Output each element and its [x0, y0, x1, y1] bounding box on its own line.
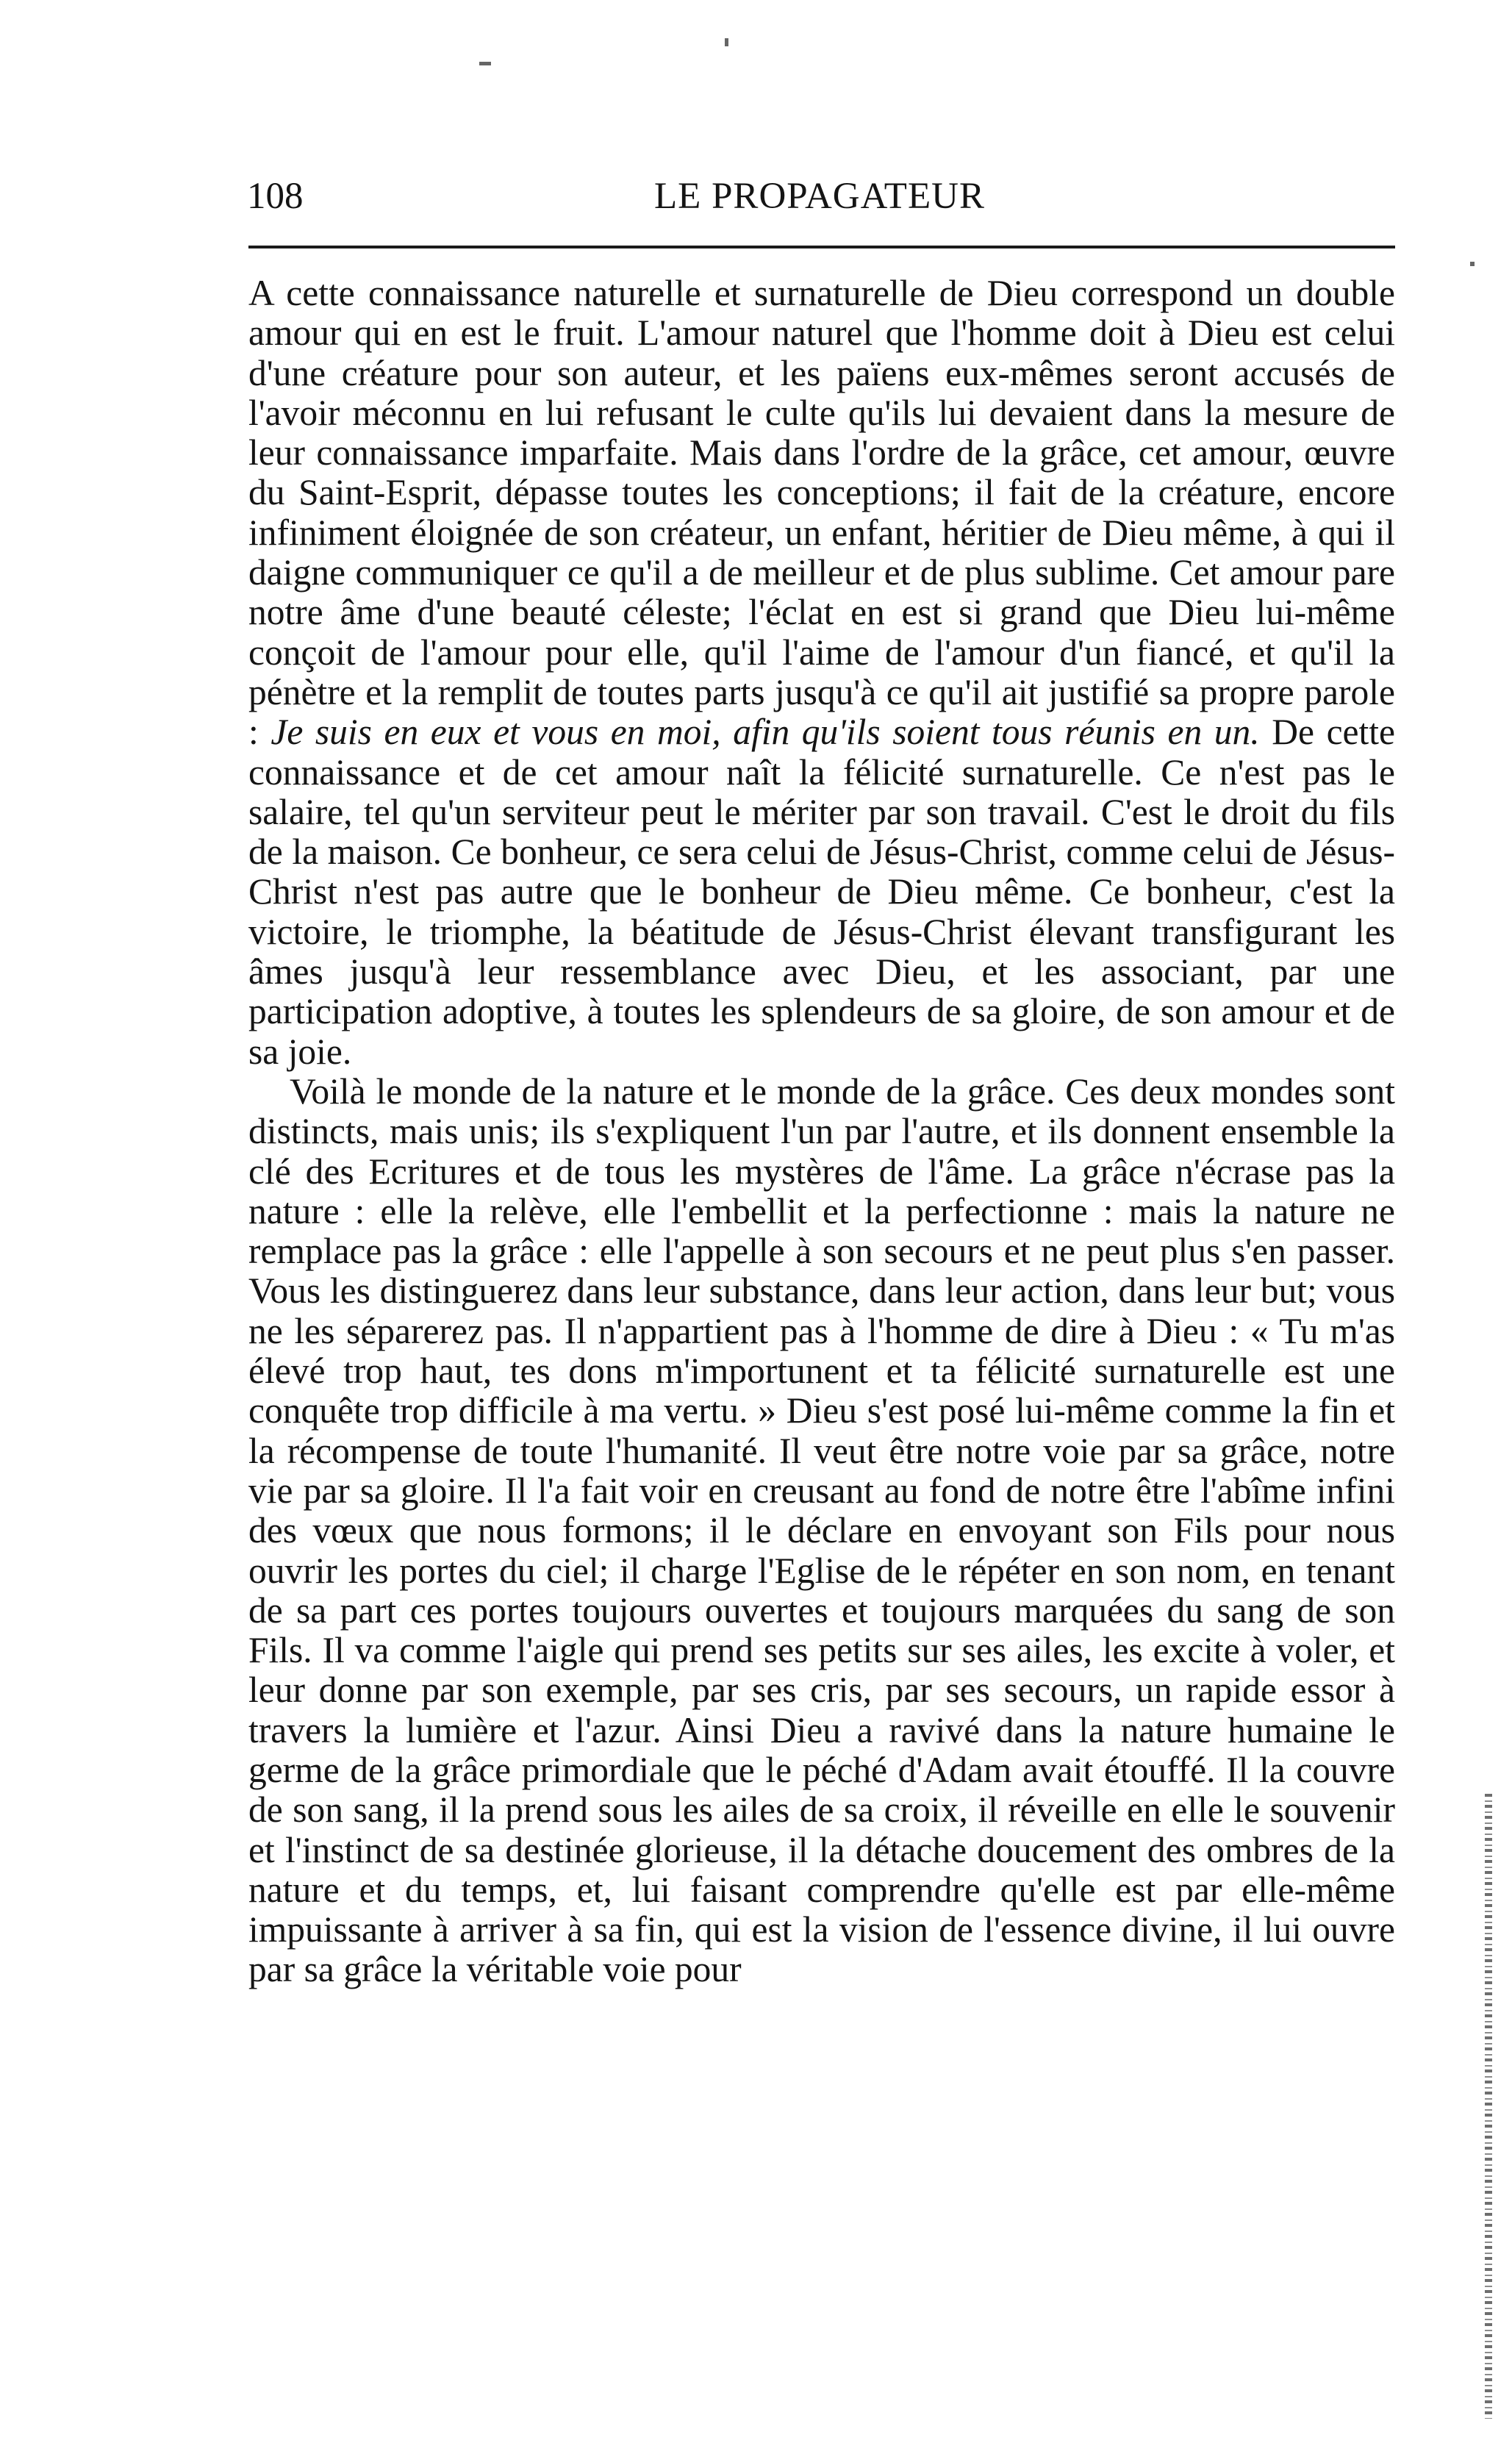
page-number: 108	[247, 176, 304, 217]
paragraph-2: Voilà le monde de la nature et le monde de la grâce. Ces deux mondes sont distincts, mais unis; ils s'expliquent l'un par l'autre, et ils donnent ensemble la clé des Ecritures et de tous les mystères de l'âme. La grâce n'écrase pas la nature : elle la relève, elle l'embellit et la perfectionne : mais la nature ne remplace pas la grâce : elle l'appelle à son secours et ne peut plus s'en passer. Vous les distinguerez dans leur substance, dans leur action, dans leur but; vous ne les séparerez pas. Il n'appartient pas à l'homme de dire à Dieu : « Tu m'as élevé trop haut, tes dons m'importunent et ta félicité surnaturelle est une conquête trop difficile à ma vertu. » Dieu s'est posé lui-même comme la fin et la récompense de toute l'humanité. Il veut être notre voie par sa grâce, notre vie par sa gloire. Il l'a fait voir en creusant au fond de notre être l'abîme infini des vœux que nous formons; il le déclare en envoyant son Fils pour nous ouvrir les portes du ciel; il charge l'Eglise de le répéter en son nom, en tenant de sa part ces portes toujours ouvertes et toujours marquées du sang de son Fils. Il va comme l'aigle qui prend ses petits sur ses ailes, les excite à voler, et leur donne par son exemple, par ses cris, par ses secours, un rapide essor à travers la lumière et l'azur. Ainsi Dieu a ravivé dans la nature humaine le germe de la grâce primordiale que le péché d'Adam avait étouffé. Il la couvre de son sang, il la prend sous les ailes de sa croix, il réveille en elle le souvenir et l'instinct de sa destinée glorieuse, il la détache doucement des ombres de la nature et du temps, et, lui faisant comprendre qu'elle est par elle-même impuissante à arriver à sa fin, qui est la vision de l'essence divine, il lui ouvre par sa grâce la véritable voie pour	[248, 1070, 1395, 1990]
print-speck	[1470, 262, 1475, 266]
print-speck	[725, 38, 728, 46]
scan-edge-marks	[1485, 1794, 1492, 2419]
print-speck	[479, 62, 491, 65]
running-title: LE PROPAGATEUR	[654, 176, 985, 217]
paragraph-1-text-end: De cette connaissance et de cet amour naît la félicité surnaturelle. Ce n'est pas le salaire, tel qu'un serviteur peut le mériter par son travail. C'est le droit du fils de la maison. Ce bonheur, ce sera celui de Jésus-Christ, comme celui de Jésus-Christ n'est pas autre que le bonheur de Dieu même. Ce bonheur, c'est la victoire, le triomphe, la béatitude de Jésus-Christ élevant transfigurant les âmes jusqu'à leur ressemblance avec Dieu, et les associant, par une participation adoptive, à toutes les splendeurs de sa gloire, de son amour et de sa joie.	[248, 712, 1395, 1072]
body-text	[248, 273, 1395, 1990]
header-rule	[248, 246, 1395, 248]
paragraph-1-text-start: A cette connaissance naturelle et surnaturelle de Dieu correspond un double amour qui en est le fruit. L'amour naturel que l'homme doit à Dieu est celui d'une créature pour son auteur, et les païens eux-mêmes seront accusés de l'avoir méconnu en lui refusant le culte qu'ils lui devaient dans la mesure de leur connaissance imparfaite. Mais dans l'ordre de la grâce, cet amour, œuvre du Saint-Esprit, dépasse toutes les conceptions; il fait de la créature, encore infiniment éloignée de son créateur, un enfant, héritier de Dieu même, à qui il daigne communiquer ce qu'il a de meilleur et de plus sublime. Cet amour pare notre âme d'une beauté céleste; l'éclat en est si grand que Dieu lui-même conçoit de l'amour pour elle, qu'il l'aime de l'amour d'un fiancé, et qu'il la pénètre et la remplit de toutes parts jusqu'à ce qu'il ait justifié sa propre parole :	[248, 273, 1395, 753]
paragraph-1	[248, 273, 1395, 1072]
scripture-quote: Je suis en eux et vous en moi, afin qu'ils soient tous réunis en un.	[270, 712, 1260, 753]
page-header	[247, 171, 1392, 222]
